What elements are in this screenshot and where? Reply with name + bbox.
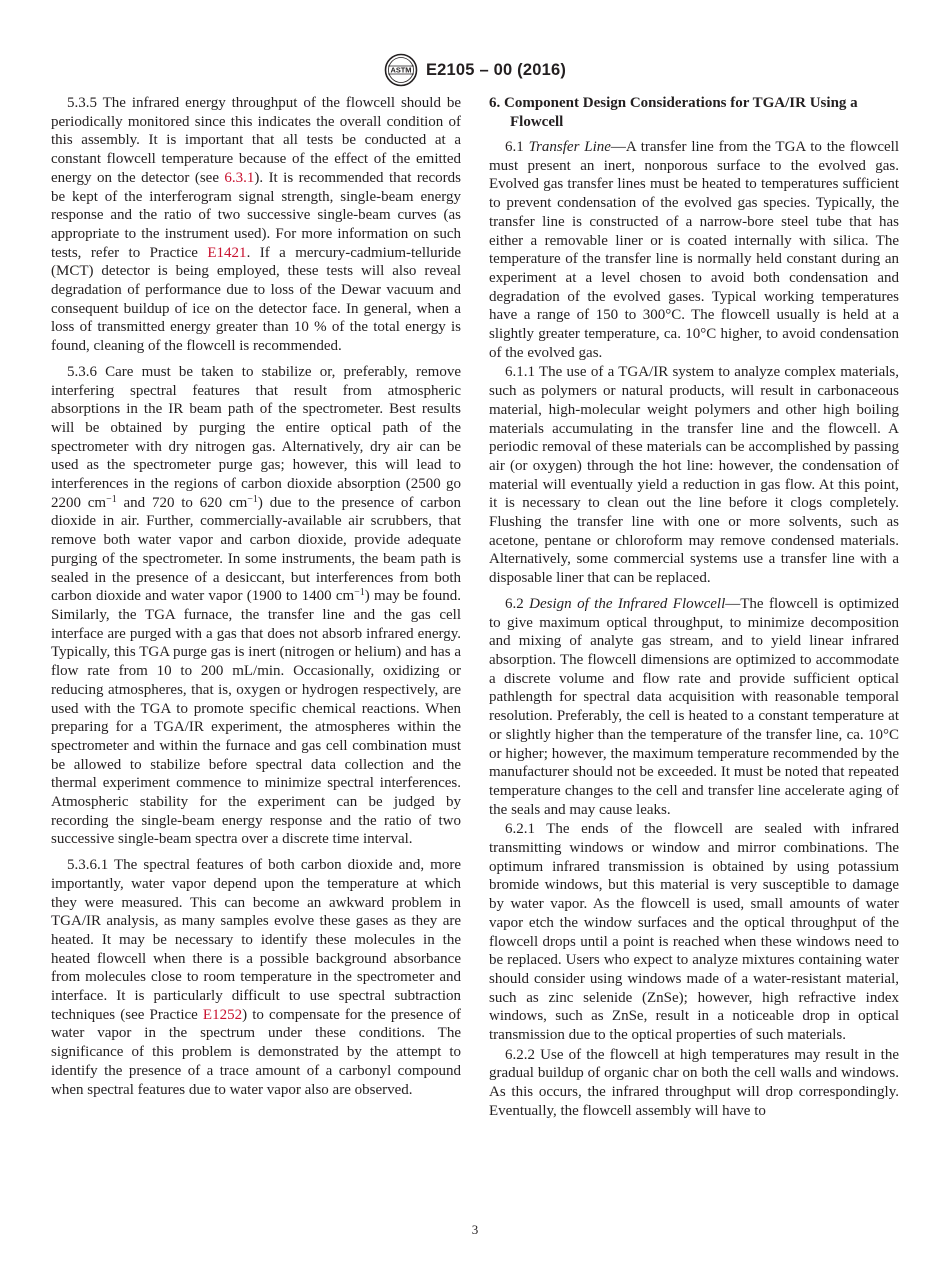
page-number: 3 bbox=[471, 1222, 479, 1237]
paragraph-6-2 bbox=[489, 595, 899, 819]
paragraph-6-2-2: 6.2.2 Use of the flowcell at high temperatures may result in the gradual buildup of organic char on both the cell walls and windows. As this occurs, the infrared throughput will drop correspondingly. Eventually, the flowcell assembly will have to bbox=[489, 1046, 899, 1119]
paragraph-number: 6.2 bbox=[505, 595, 530, 612]
text-run: 5.3.6.1 The spectral features of both carbon dioxide and, more importantly, water vapor depend upon the temperature at which they were measured. This can become an awkward problem in TGA/IR analysis, as many samples evolve these gases as they are heated. It may be necessary to identify these molecules in the heated flowcell when there is a possible background absorbance from molecules close to room temperature in the spectrometer and interface. It is particularly difficult to use spectral subtraction techniques (see Practice bbox=[51, 857, 461, 1023]
text-run: —The flowcell is optimized to give maximum optical throughput, to minimize decomposition and mixing of analyte gas stream, and to yield linear infrared absorption. The flowcell dimensions are optimized to accommodate a discrete volume and flow rate and provide sufficient optical pathlength for spectral data acquisition with reasonable temporal resolution. Preferably, the cell is heated to a constant temperature at or slightly higher than the temperature of the transfer line, ca. 10°C or higher; however, the maximum temperature recommended by the manufacturer should not be exceeded. It must be noted that repeated temperature changes to the cell and transfer line accelerate aging of the seals and may cause leaks. bbox=[489, 595, 899, 818]
logo-text: ASTM bbox=[390, 65, 412, 75]
paragraph-5-3-5 bbox=[51, 94, 461, 356]
right-column bbox=[489, 94, 899, 1128]
paragraph-5-3-6-1 bbox=[51, 856, 461, 1099]
link-6-3-1[interactable]: 6.3.1 bbox=[224, 169, 255, 186]
text-run: 5.3.6 Care must be taken to stabilize or, preferably, remove interfering spectral features that result from atmospheric absorptions in the IR beam path of the spectrometer. Best results will be obtained by purging the entire optical path of the spectrometer with dry nitrogen gas. Alternatively, dry air can be used as the spectrometer purge gas; however, this will lead to interferences in the regions of carbon dioxide absorption (2500 go 2200 cm bbox=[51, 363, 461, 511]
document-designation: E2105 – 00 (2016) bbox=[425, 60, 567, 79]
superscript: −1 bbox=[247, 493, 258, 505]
paragraph-title: Design of the Infrared Flowcell bbox=[529, 595, 726, 612]
text-run: ). It is recommended that records be kept of the interferogram signal strength, single-beam energy response and the ratio of two successive single-beam curves (as appropriate to the instrument used). For more information on such tests, refer to Practice bbox=[51, 169, 461, 261]
text-run: ) may be found. Similarly, the TGA furnace, the transfer line and the gas cell interface are purged with a gas that does not absorb infrared energy. Typically, this TGA purge gas is inert (nitrogen or helium) and has a flow rate from 10 to 200 mL/min. Occasionally, oxidizing or reducing atmospheres, that is, oxygen or hydrogen respectively, are used with the TGA to promote specific chemical reactions. When preparing for a TGA/IR experiment, the atmospheres within the spectrometer and within the furnace and gas cell combination must be allowed to stabilize before spectral data collection and the thermal experiment commence to minimize spectral interferences. Atmospheric stability for the experiment can be judged by recording the single-beam energy response and the ratio of two successive single-beam spectra over a discrete time interval. bbox=[51, 588, 461, 848]
superscript: −1 bbox=[106, 493, 117, 505]
astm-logo-icon bbox=[384, 53, 418, 87]
link-e1421[interactable]: E1421 bbox=[207, 244, 247, 261]
paragraph-6-1 bbox=[489, 138, 899, 362]
link-e1252[interactable]: E1252 bbox=[202, 1006, 243, 1023]
text-run: . If a mercury-cadmium-telluride (MCT) detector is being employed, these tests will also reveal degradation of performance due to loss of the Dewar vacuum and consequent buildup of ice on the detector face. In general, when a loss of transmitted energy greater than 10 % of the total energy is found, cleaning of the flowcell is recommended. bbox=[51, 244, 461, 355]
paragraph-6-2-1: 6.2.1 The ends of the flowcell are sealed with infrared transmitting windows or window and mirror combinations. The optimum infrared transmission is obtained by using potassium bromide windows, but this material is very susceptible to damage by water vapor. As the flowcell is used, small amounts of water vapor etch the window surfaces and the optical throughput of the flowcell drops until a point is reached when these windows need to be replaced. Users who expect to analyze mixtures containing water should consider using windows made of a water-resistant material, such as zinc selenide (ZnSe); however, high refractive index windows, such as ZnSe, result in a noticeable drop in optical transmission due to the optical properties of such materials. bbox=[489, 821, 899, 1044]
paragraph-5-3-6 bbox=[51, 363, 461, 849]
section-heading-6: 6. Component Design Considerations for TGA/IR Using a Flowcell bbox=[489, 95, 858, 130]
page-header bbox=[0, 52, 950, 88]
paragraph-6-1-1: 6.1.1 The use of a TGA/IR system to analyze complex materials, such as polymers or natural products, will result in carbonaceous material, high-molecular weight polymers and other high boiling materials accumulating in the transfer line and the flowcell. A periodic removal of these materials can be accomplished by passing air (or oxygen) through the hot line: however, the condensation of material will eventually yield a reduction in gas flow. At this point, it is necessary to clean out the line before it clogs completely. Flushing the transfer line with one or more solvents, such as acetone, pentane or chloroform may remove condensed materials. Alternatively, some commercial systems use a transfer line with a disposable liner that can be replaced. bbox=[489, 364, 899, 587]
text-run: and 720 to 620 cm bbox=[116, 494, 248, 511]
text-run: 5.3.5 The infrared energy throughput of the flowcell should be periodically monitored since this indicates the overall condition of this assembly. It is important that all tests be conducted at a constant flowcell temperature because of the effect of the emitted energy on the detector (see bbox=[51, 95, 461, 186]
paragraph-title: Transfer Line bbox=[528, 139, 611, 155]
paragraph-number: 6.1 bbox=[505, 139, 529, 155]
text-run: ) due to the presence of carbon dioxide in air. Further, commercially-available air scrubbers, that remove both water vapor and carbon dioxide, provide adequate purging of the spectrometer. In some instruments, the beam path is sealed in the presence of a desiccant, but interferences from both carbon dioxide and water vapor (1900 to 1400 cm bbox=[51, 494, 461, 605]
text-run: ) to compensate for the presence of water vapor in the spectrum under these conditions. The significance of this problem is demonstrated by the attempt to identify the presence of a trace amount of a carbonyl compound when spectral features due to water vapor also are observed. bbox=[51, 1006, 461, 1098]
text-run: —A transfer line from the TGA to the flowcell must present an inert, nonporous surface to the evolved gas. Evolved gas transfer lines must be heated to temperatures sufficient to prevent condensation of the evolved gas species. Typically, the transfer line is constructed of a narrow-bore steel tube that has either a removable liner or is coated internally with silica. The temperature of the transfer line is normally held constant during an experiment at a level chosen to avoid both condensation and degradation of the evolved gases. Typical working temperatures have a range of 150 to 300°C. The flowcell usually is held at a slightly greater temperature, ca. 10°C higher, to avoid condensation of the evolved gas. bbox=[489, 139, 899, 361]
left-column bbox=[51, 94, 461, 1106]
superscript: −1 bbox=[354, 587, 365, 599]
